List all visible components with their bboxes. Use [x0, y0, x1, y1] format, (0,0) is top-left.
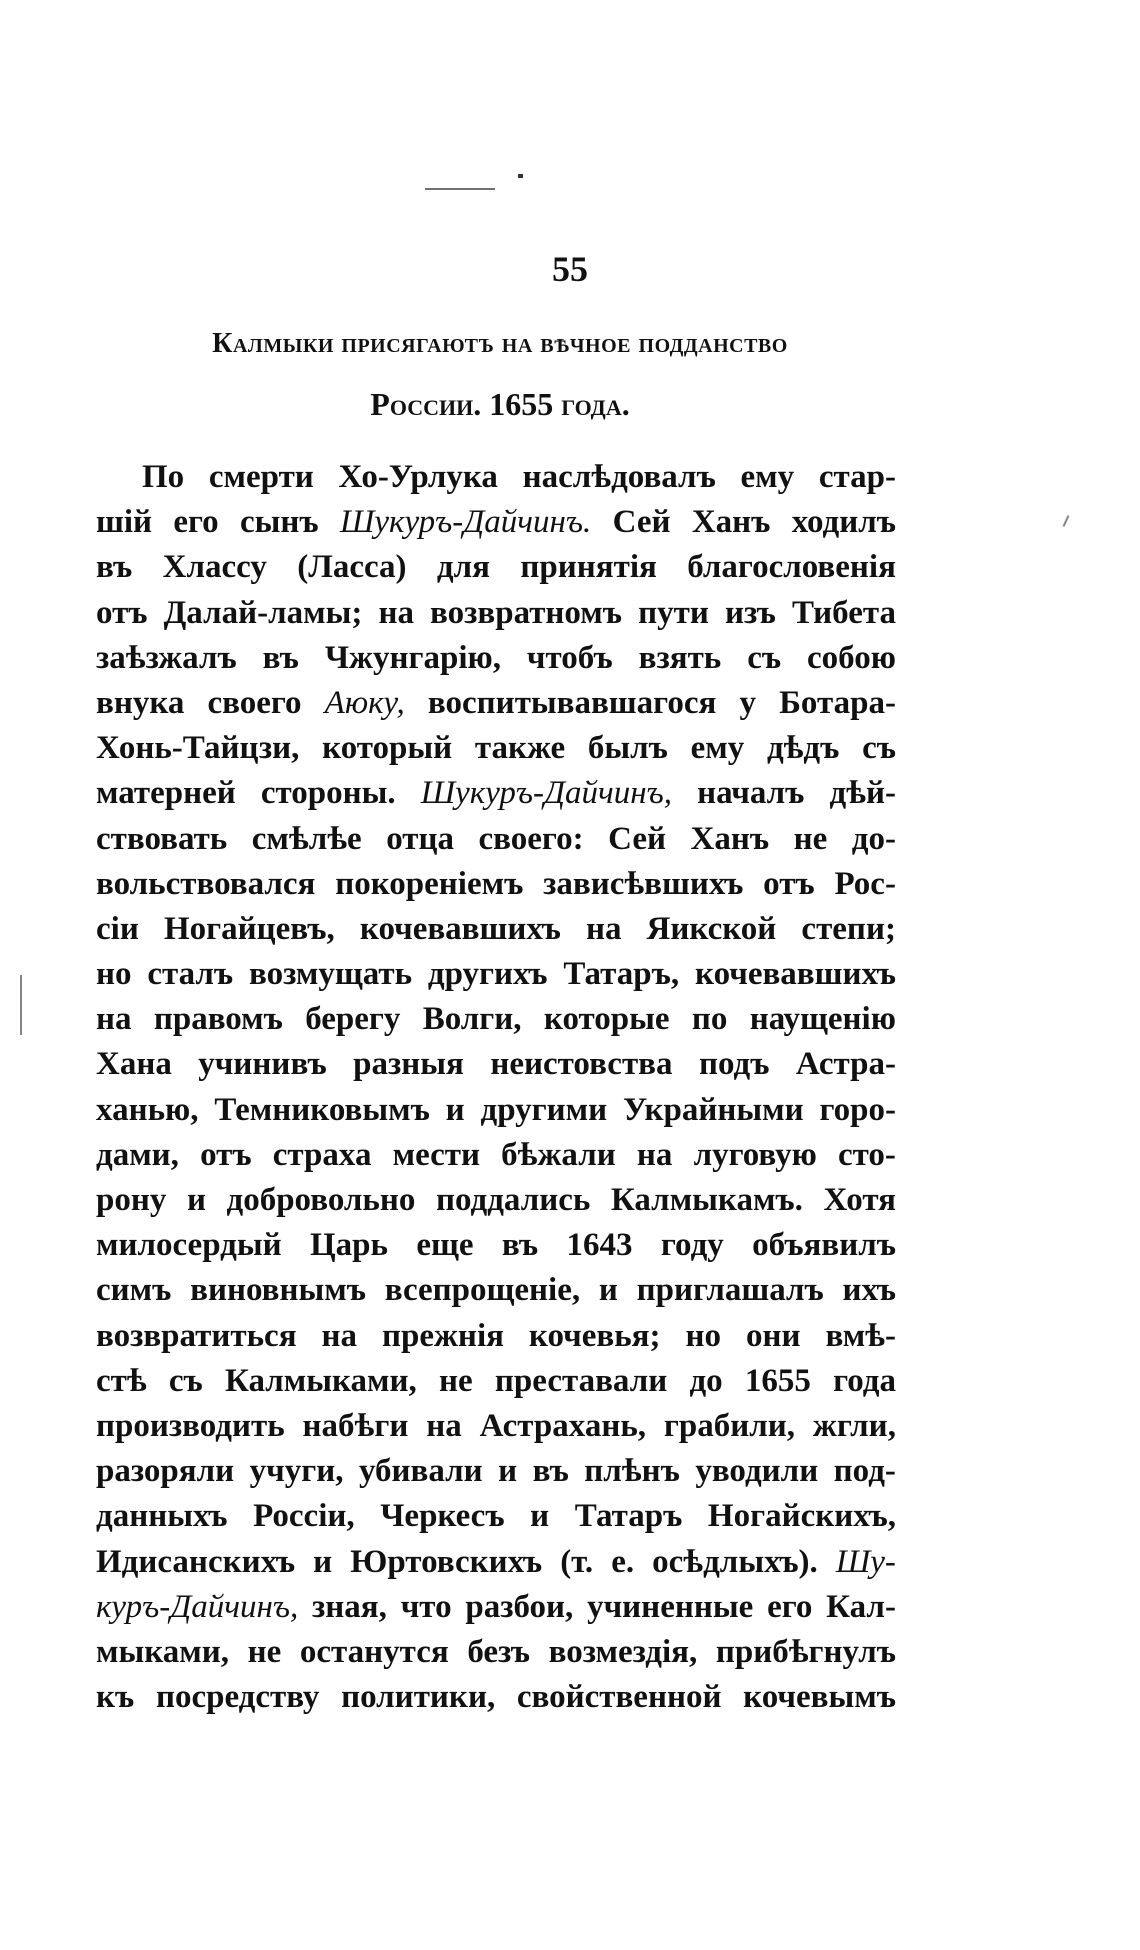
word: убивали — [358, 1453, 483, 1490]
word: бѣжали — [501, 1136, 616, 1173]
word: неистовства — [490, 1046, 673, 1083]
word: жгли, — [812, 1407, 896, 1444]
text-line — [96, 817, 896, 862]
word: къ — [96, 1679, 135, 1716]
word: е. — [611, 1543, 635, 1580]
word: своего: — [478, 820, 584, 857]
word: наущенію — [749, 1001, 896, 1038]
word: на — [585, 910, 622, 947]
word: до — [689, 1362, 723, 1399]
word: приглашалъ — [636, 1272, 824, 1309]
text-line — [96, 455, 896, 500]
text-line — [96, 1042, 896, 1087]
word: дѣй- — [829, 775, 896, 812]
word: собою — [807, 639, 896, 676]
word: также — [474, 730, 566, 767]
word: Хлассу — [162, 549, 267, 586]
heading-year: 1655 года. — [489, 386, 630, 422]
word: взять — [638, 639, 722, 676]
word: съ — [862, 730, 896, 767]
word: на — [378, 594, 414, 631]
word: всепрощеніе, — [384, 1272, 581, 1309]
text-line — [96, 1268, 896, 1313]
body-paragraph — [96, 455, 896, 1720]
word: сто- — [838, 1136, 896, 1173]
word: сіи — [96, 910, 139, 947]
word: Темниковымъ — [214, 1091, 430, 1128]
word: другихъ — [427, 956, 548, 993]
word: стѣ — [96, 1362, 147, 1399]
word: его — [173, 504, 219, 541]
word: кочевымъ — [743, 1679, 896, 1716]
word: подъ — [698, 1046, 770, 1083]
word: на — [636, 1136, 673, 1173]
word: Волги, — [422, 1001, 522, 1038]
word: Украйными — [622, 1091, 804, 1128]
word: берегу — [305, 1001, 401, 1038]
word: еще — [416, 1227, 474, 1264]
heading-country: России. — [370, 386, 482, 422]
word: наслѣдовалъ — [522, 459, 716, 495]
word: Хана — [96, 1046, 172, 1083]
word: степи; — [801, 910, 896, 947]
word: набѣги — [302, 1407, 409, 1444]
text-line — [96, 907, 896, 952]
word: они — [745, 1317, 801, 1354]
word: объявилъ — [752, 1227, 896, 1264]
word: правомъ — [153, 1001, 283, 1038]
word: мести — [392, 1136, 481, 1173]
word: ходилъ — [791, 504, 896, 541]
text-line — [96, 1675, 896, 1720]
word: По — [142, 459, 185, 495]
word: луговую — [693, 1136, 817, 1173]
word: на — [426, 1407, 462, 1444]
word: преставали — [494, 1362, 668, 1399]
word: политики, — [341, 1679, 496, 1716]
word: производить — [96, 1407, 285, 1444]
word: Рос- — [834, 865, 896, 902]
word: и — [186, 1182, 206, 1218]
word: Калмыкамъ. — [610, 1182, 803, 1218]
word: смерти — [208, 459, 314, 495]
text-line — [96, 1178, 896, 1223]
text-line — [96, 545, 896, 590]
word: его — [767, 1588, 813, 1625]
word: и — [313, 1543, 333, 1580]
word: смѣлѣе — [251, 820, 362, 857]
word: горо- — [819, 1091, 896, 1128]
word: и — [498, 1453, 518, 1490]
word: посредству — [155, 1679, 320, 1716]
italic-word: Шукуръ-Дайчинъ. — [339, 504, 592, 541]
word: дами, — [96, 1136, 179, 1173]
text-line — [96, 952, 896, 997]
chapter-heading-line2 — [120, 386, 880, 423]
word: возвратномъ — [430, 594, 623, 631]
word: который — [322, 730, 453, 767]
text-line — [96, 1449, 896, 1494]
word: плѣнъ — [584, 1453, 680, 1490]
word: воспитывавшагося — [427, 684, 717, 721]
word: безъ — [467, 1633, 530, 1670]
word: 1655 — [744, 1362, 811, 1399]
word: заѣзжалъ — [96, 639, 237, 676]
word: Хотя — [823, 1182, 896, 1218]
word: Россіи, — [253, 1498, 355, 1535]
word: кочевья; — [528, 1317, 661, 1354]
word: чтобъ — [526, 639, 613, 676]
word: пути — [638, 594, 709, 631]
scan-mark — [518, 174, 523, 178]
word: Ханъ — [690, 820, 770, 857]
text-line — [96, 1314, 896, 1359]
word: ему — [740, 459, 795, 495]
word: шій — [96, 504, 153, 541]
word: принятія — [520, 549, 657, 586]
word: ему — [690, 730, 745, 767]
word: для — [436, 549, 490, 586]
word: Татаръ, — [563, 956, 680, 993]
word: учиненные — [587, 1588, 754, 1625]
word: возмездія, — [548, 1633, 698, 1670]
word: разоряли — [96, 1453, 235, 1490]
word: Сей — [608, 820, 666, 857]
word: разбои, — [465, 1588, 574, 1625]
word: прибѣгнулъ — [715, 1633, 896, 1670]
word: но — [96, 956, 132, 993]
text-line — [96, 681, 896, 726]
word: былъ — [587, 730, 668, 767]
word: грабили, — [663, 1407, 796, 1444]
word: отъ — [200, 1136, 252, 1173]
italic-word: Аюку, — [324, 684, 405, 721]
word: на — [321, 1317, 358, 1354]
word: что — [400, 1588, 452, 1625]
word: Далай-ламы; — [163, 594, 363, 631]
word: Тибета — [791, 594, 896, 631]
text-line — [96, 636, 896, 681]
word: въ — [262, 639, 299, 676]
word: данныхъ — [96, 1498, 228, 1535]
word: и — [598, 1272, 618, 1309]
word: учуги, — [249, 1453, 344, 1490]
word: до- — [851, 820, 896, 857]
word: не — [793, 820, 828, 857]
text-line — [96, 1088, 896, 1133]
word: рону — [96, 1182, 167, 1218]
word: не — [247, 1633, 282, 1670]
italic-word: куръ-Дайчинъ, — [96, 1588, 299, 1625]
text-line — [96, 1630, 896, 1675]
word: которые — [543, 1001, 670, 1038]
word: поддались — [435, 1182, 591, 1218]
word: у — [739, 684, 756, 721]
word: матерней — [96, 775, 236, 812]
word: отъ — [763, 865, 815, 902]
word: другими — [480, 1091, 608, 1128]
word: дѣдъ — [766, 730, 840, 767]
text-line — [96, 771, 896, 816]
word: кочевавшихъ — [694, 956, 896, 993]
word: Кал- — [826, 1588, 896, 1625]
word: года — [833, 1362, 896, 1399]
word: на — [96, 1001, 132, 1038]
text-line — [96, 1359, 896, 1404]
word: Хо-Урлука — [338, 459, 498, 495]
word: Татаръ — [574, 1498, 683, 1535]
text-line — [96, 997, 896, 1042]
word: отъ — [96, 594, 148, 631]
word: прежнія — [381, 1317, 504, 1354]
word: въ — [532, 1453, 569, 1490]
word: Чжунгарію, — [324, 639, 501, 676]
text-line — [96, 591, 896, 636]
text-line — [96, 1223, 896, 1268]
word: Яикской — [646, 910, 777, 947]
word: съ — [168, 1362, 203, 1399]
word: Идисанскихъ — [96, 1543, 296, 1580]
word: ханью, — [96, 1091, 199, 1128]
word: возвратиться — [96, 1317, 297, 1354]
word: симъ — [96, 1272, 172, 1309]
word: въ — [96, 549, 133, 586]
word: Хонь-Тайцзи, — [96, 730, 300, 767]
word: ствовать — [96, 820, 228, 857]
word: не — [439, 1362, 473, 1399]
word: Ханъ — [691, 504, 771, 541]
word: зная, — [312, 1588, 387, 1625]
text-line — [96, 862, 896, 907]
word: началъ — [697, 775, 805, 812]
word: зависѣвшихъ — [543, 865, 744, 902]
page-number: 55 — [552, 249, 588, 289]
word: милосердый — [96, 1227, 282, 1264]
word: осѣдлыхъ). — [652, 1543, 818, 1580]
word: ихъ — [842, 1272, 896, 1309]
scan-mark — [425, 188, 495, 190]
word: вмѣ- — [825, 1317, 896, 1354]
word: стар- — [818, 459, 896, 495]
word: году — [660, 1227, 724, 1264]
word: возмущать — [249, 956, 413, 993]
word: отца — [386, 820, 454, 857]
word: и — [530, 1498, 550, 1535]
italic-word: Шу- — [835, 1543, 896, 1580]
word: вольствовался — [96, 865, 316, 902]
word: своего — [207, 684, 302, 721]
word: въ — [501, 1227, 539, 1264]
word: страха — [272, 1136, 372, 1173]
word: Ногайскихъ, — [707, 1498, 896, 1535]
word: останутся — [299, 1633, 449, 1670]
text-line — [96, 1404, 896, 1449]
word: изъ — [724, 594, 776, 631]
word: свойственной — [516, 1679, 722, 1716]
chapter-heading-line1: Калмыки присягаютъ на вѣчное подданство — [212, 328, 788, 359]
word: но — [685, 1317, 721, 1354]
word: сталъ — [147, 956, 234, 993]
word: виновнымъ — [190, 1272, 366, 1309]
word: Сей — [612, 504, 671, 541]
text-line — [96, 726, 896, 771]
word: внука — [96, 684, 185, 721]
word: под- — [833, 1453, 896, 1490]
word: (Ласса) — [297, 549, 407, 586]
scan-mark — [1063, 515, 1070, 527]
word: Астра- — [795, 1046, 896, 1083]
text-line — [96, 1540, 896, 1585]
word: Калмыками, — [225, 1362, 417, 1399]
scan-mark — [20, 975, 22, 1035]
word: покореніемъ — [335, 865, 524, 902]
text-line — [96, 1585, 896, 1630]
word: учинивъ — [198, 1046, 327, 1083]
word: по — [691, 1001, 728, 1038]
word: 1643 — [566, 1227, 633, 1264]
word: и — [445, 1091, 465, 1128]
word: кочевавшихъ — [359, 910, 561, 947]
word: Юртовскихъ — [350, 1543, 543, 1580]
word: Ботара- — [779, 684, 896, 721]
text-line — [96, 500, 896, 545]
word: Царь — [309, 1227, 388, 1264]
text-line — [96, 1133, 896, 1178]
word: Черкесъ — [380, 1498, 505, 1535]
word: благословенія — [687, 549, 896, 586]
word: добровольно — [226, 1182, 416, 1218]
text-line — [96, 1494, 896, 1539]
word: Ногайцевъ, — [163, 910, 335, 947]
word: мыками, — [96, 1633, 229, 1670]
word: разныя — [353, 1046, 464, 1083]
word: уводили — [695, 1453, 819, 1490]
italic-word: Шукуръ-Дайчинъ, — [420, 775, 673, 812]
word: съ — [747, 639, 782, 676]
word: сынъ — [239, 504, 319, 541]
word: стороны. — [260, 775, 396, 812]
word: (т. — [560, 1543, 594, 1580]
word: Астрахань, — [479, 1407, 647, 1444]
